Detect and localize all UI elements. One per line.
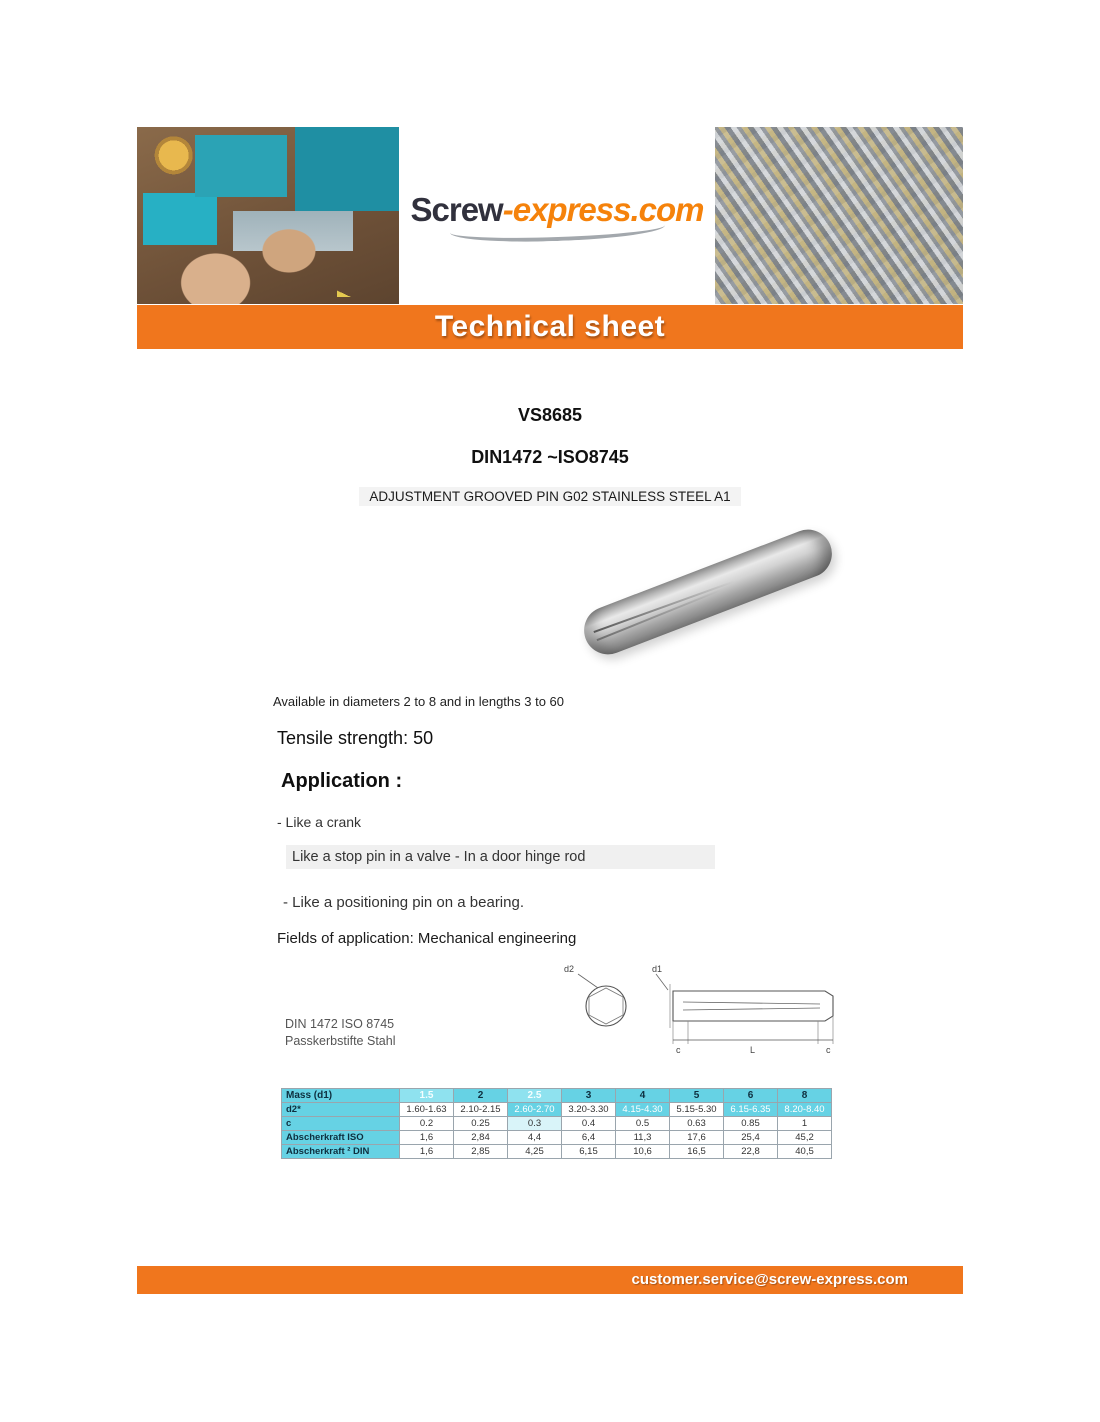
product-standard: DIN1472 ~ISO8745 [471,447,629,467]
table-cell: 2.10-2.15 [454,1103,508,1117]
table-cell: 6,15 [562,1145,616,1159]
table-cell: 6.15-6.35 [724,1103,778,1117]
technical-sheet-banner: Technical sheet [137,305,963,349]
table-header-cell: 3 [562,1089,616,1103]
product-code: VS8685 [517,405,583,425]
table-cell: 0.85 [724,1117,778,1131]
table-row [282,1117,832,1131]
table-header-cell: 6 [724,1089,778,1103]
table-row [282,1103,832,1117]
table-header-cell: 4 [616,1089,670,1103]
table-cell: 16,5 [670,1145,724,1159]
table-cell: 45,2 [778,1131,832,1145]
brand-logo [410,191,703,229]
dim-label-d1: d1 [652,964,663,974]
technical-drawing [548,958,848,1068]
table-cell: 0.4 [562,1117,616,1131]
table-header-cell: 8 [778,1089,832,1103]
dim-label-c-right: c [826,1045,831,1055]
table-cell: 0.3 [508,1117,562,1131]
table-header-cell: 2 [454,1089,508,1103]
table-cell: 0.25 [454,1117,508,1131]
table-row [282,1145,832,1159]
table-cell: 4,4 [508,1131,562,1145]
table-cell: 6,4 [562,1131,616,1145]
logo-text-secondary: -express.com [502,190,704,228]
table-row-label: d2* [282,1103,400,1117]
table-cell: 0.2 [400,1117,454,1131]
tensile-strength-text: Tensile strength: 50 [277,728,434,748]
table-header-cell: Mass (d1) [282,1089,400,1103]
drawing-caption-line2: Passkerbstifte Stahl [285,1034,396,1048]
table-cell: 8.20-8.40 [778,1103,832,1117]
table-cell: 3.20-3.30 [562,1103,616,1117]
table-cell: 0.5 [616,1117,670,1131]
workbench-photo [137,127,399,304]
table-row [282,1131,832,1145]
table-cell: 25,4 [724,1131,778,1145]
dim-label-c-left: c [676,1045,681,1055]
availability-text: Available in diameters 2 to 8 and in lengths 3 to 60 [273,694,565,709]
table-cell: 1 [778,1117,832,1131]
application-item: - Like a crank [277,814,362,830]
table-row-label: Abscherkraft ² DIN [282,1145,400,1159]
screws-pile-photo [715,127,963,304]
table-cell: 11,3 [616,1131,670,1145]
application-item: Like a stop pin in a valve - In a door hinge rod [286,845,715,869]
header-band [137,127,963,304]
product-title-text: ADJUSTMENT GROOVED PIN G02 STAINLESS STEEL A1 [359,487,740,506]
table-header-cell: 1.5 [400,1089,454,1103]
table-cell: 40,5 [778,1145,832,1159]
table-header-cell: 2.5 [508,1089,562,1103]
grooved-pin-image [577,523,839,662]
spec-table [281,1088,832,1159]
dim-label-d2: d2 [564,964,575,974]
drawing-caption [285,1016,395,1050]
footer-bar [137,1266,963,1294]
table-cell: 2.60-2.70 [508,1103,562,1117]
table-cell: 2,85 [454,1145,508,1159]
table-row-label: c [282,1117,400,1131]
table-cell: 0.63 [670,1117,724,1131]
table-row-label: Abscherkraft ISO [282,1131,400,1145]
contact-email[interactable]: customer.service@screw-express.com [631,1271,908,1288]
table-cell: 4.15-4.30 [616,1103,670,1117]
table-header-row [282,1089,832,1103]
table-cell: 10,6 [616,1145,670,1159]
logo-area [399,127,715,304]
table-cell: 1.60-1.63 [400,1103,454,1117]
product-photo [565,512,850,672]
table-header-cell: 5 [670,1089,724,1103]
table-cell: 17,6 [670,1131,724,1145]
fields-of-application-text: Fields of application: Mechanical engineering [277,930,577,947]
table-cell: 1,6 [400,1131,454,1145]
drawing-caption-line1: DIN 1472 ISO 8745 [285,1017,395,1031]
application-heading: Application : [281,770,403,792]
table-cell: 1,6 [400,1145,454,1159]
table-cell: 22,8 [724,1145,778,1159]
table-cell: 5.15-5.30 [670,1103,724,1117]
logo-text-primary: Screw [410,190,503,228]
dim-label-l: L [750,1045,756,1055]
table-cell: 4,25 [508,1145,562,1159]
table-cell: 2,84 [454,1131,508,1145]
application-item: - Like a positioning pin on a bearing. [283,894,524,911]
product-title [137,489,963,504]
